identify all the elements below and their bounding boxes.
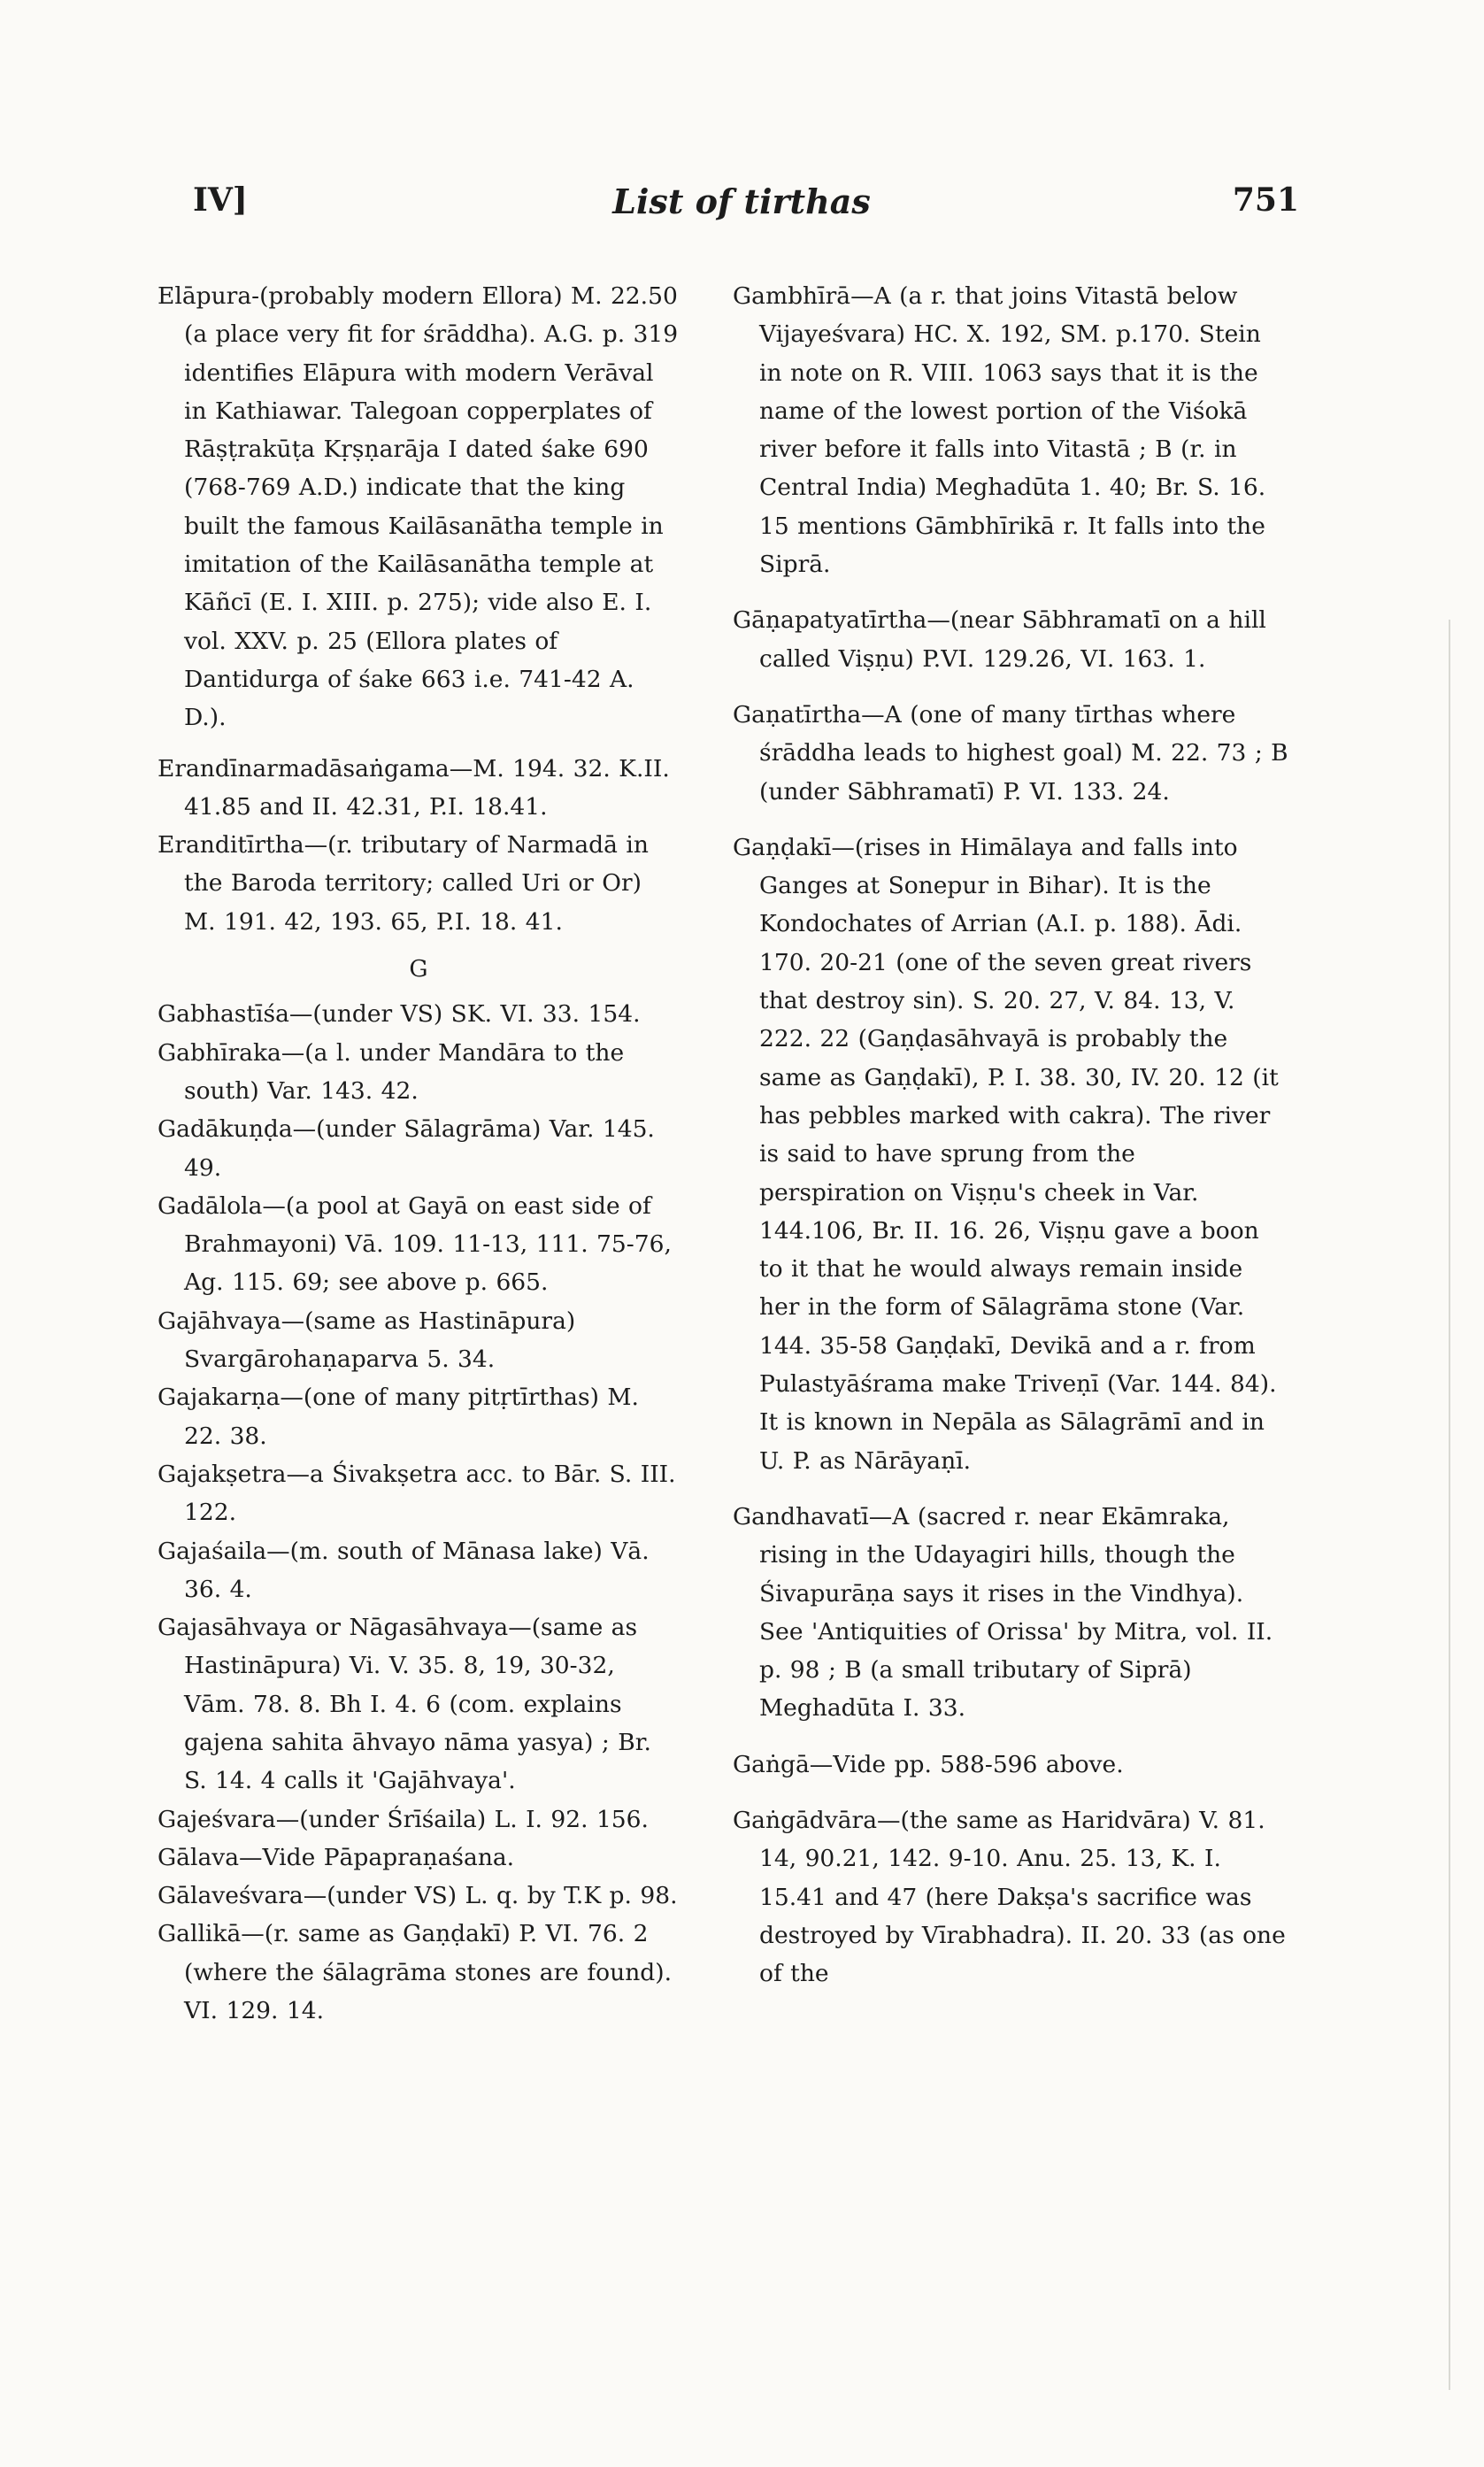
entry: Gālaveśvara—(under VS) L. q. by T.K p. 98. xyxy=(158,1882,678,1910)
entry: Gaṇḍakī—(rises in Himālaya and falls into Ganges at Sonepur in Bihar). It is the Kondochates of Arrian (A.I. p. 188). Ādi. 170. 20-21 (one of the seven great rivers that destroy sin). S. 20. 27, V. 84. 13, V. 222. 22 (Gaṇḍasāhvayā is probably the same as Gaṇḍakī), P. I. 38. 30, IV. 20. 12 (it has pebbles marked with cakra). The river is said to have sprung from the perspiration on Viṣṇu's cheek in Var. 144.106, Br. II. 16. 26, Viṣṇu gave a boon to it that he would always remain inside her in the form of Sālagrāma stone (Var. 144. 35-58 Gaṇḍakī, Devikā and a r. from Pulastyāśrama make Triveṇī (Var. 144. 84). It is known in Nepāla as Sālagrāmī and in U. P. as Nārāyaṇī. xyxy=(733,833,1279,1475)
entry: Erandīnarmadāsaṅgama—M. 194. 32. K.II. 41.85 and II. 42.31, P.I. 18.41. xyxy=(158,754,670,821)
entry: Gajakarṇa—(one of many pitṛtīrthas) M. 22. 38. xyxy=(158,1384,639,1450)
entry: Gabhīraka—(a l. under Mandāra to the south) Var. 143. 42. xyxy=(158,1038,625,1105)
section-letter: G xyxy=(409,955,428,983)
entry: Gandhavatī—A (sacred r. near Ekāmraka, rising in the Udayagiri hills, though the Śivapurāṇa says it rises in the Vindhya). See 'Antiquities of Orissa' by Mitra, vol. II. p. 98 ; B (a small tributary of Siprā) Meghadūta I. 33. xyxy=(733,1502,1273,1723)
entry: Gabhastīśa—(under VS) SK. VI. 33. 154. xyxy=(158,1000,641,1029)
entry: Gadākuṇḍa—(under Sālagrāma) Var. 145. 49. xyxy=(158,1115,655,1182)
chapter-marker: IV] xyxy=(193,181,248,219)
entry: Gambhīrā—A (a r. that joins Vitastā below Vijayeśvara) HC. X. 192, SM. p.170. Stein in note on R. VIII. 1063 says that it is the name of the lowest portion of the Viśokā river before it falls into Vitastā ; B (r. in Central India) Meghadūta 1. 40; Br. S. 16. 15 mentions Gāmbhīrikā r. It falls into the Siprā. xyxy=(733,282,1266,579)
running-header xyxy=(193,181,1299,235)
entry: Gajasāhvaya or Nāgasāhvaya—(same as Hastināpura) Vi. V. 35. 8, 19, 30-32, Vām. 78. 8. Bh I. 4. 6 (com. explains gajena sahita āhvayo nāma yasya) ; Br. S. 14. 4 calls it 'Gajāhvaya'. xyxy=(158,1614,651,1795)
entry: Gajaśaila—(m. south of Mānasa lake) Vā. 36. 4. xyxy=(158,1537,650,1603)
entry: Gajeśvara—(under Śrīśaila) L. I. 92. 156. xyxy=(158,1805,649,1833)
entry: Gaṅgā—Vide pp. 588-596 above. xyxy=(733,1750,1124,1778)
scan-edge-line xyxy=(1449,620,1450,2390)
entry: Gadālola—(a pool at Gayā on east side of Brahmayoni) Vā. 109. 11-13, 111. 75-76, Ag. 115. 69; see above p. 665. xyxy=(158,1191,672,1297)
entry: Elāpura-(probably modern Ellora) M. 22.50 (a place very fit for śrāddha). A.G. p. 319 identifies Elāpura with modern Verāval in Kathiawar. Talegoan copperplates of Rāṣṭrakūṭa Kṛṣṇarāja I dated śake 690 (768-769 A.D.) indicate that the king built the famous Kailāsanātha temple in imitation of the Kailāsanātha temple at Kāñcī (E. I. XIII. p. 275); vide also E. I. vol. XXV. p. 25 (Ellora plates of Dantidurga of śake 663 i.e. 741-42 A. D.). xyxy=(158,282,679,732)
entry: Gajakṣetra—a Śivakṣetra acc. to Bār. S. III. 122. xyxy=(158,1460,676,1527)
entry: Eranditīrtha—(r. tributary of Narmadā in the Baroda territory; called Uri or Or) M. 191. 42, 193. 65, P.I. 18. 41. xyxy=(158,831,649,936)
running-title: List of tirthas xyxy=(612,181,871,221)
page-number: 751 xyxy=(1232,181,1299,219)
entry: Gaṅgādvāra—(the same as Haridvāra) V. 81. 14, 90.21, 142. 9-10. Anu. 25. 13, K. I. 15.41 and 47 (here Dakṣa's sacrifice was destroyed by Vīrabhadra). II. 20. 33 (as one of the xyxy=(733,1806,1286,1988)
entry: Gāṇapatyatīrtha—(near Sābhramatī on a hill called Viṣṇu) P.VI. 129.26, VI. 163. 1. xyxy=(733,606,1266,673)
entry: Gālava—Vide Pāpapraṇaśana. xyxy=(158,1843,515,1871)
left-column xyxy=(158,277,680,2030)
entry: Gaṇatīrtha—A (one of many tīrthas where śrāddha leads to highest goal) M. 22. 73 ; B (under Sābhramatī) P. VI. 133. 24. xyxy=(733,700,1288,806)
entry: Gajāhvaya—(same as Hastināpura) Svargārohaṇaparva 5. 34. xyxy=(158,1307,576,1374)
right-column xyxy=(733,277,1288,2010)
entry: Gallikā—(r. same as Gaṇḍakī) P. VI. 76. 2 (where the śālagrāma stones are found). VI. 129. 14. xyxy=(158,1920,672,2025)
